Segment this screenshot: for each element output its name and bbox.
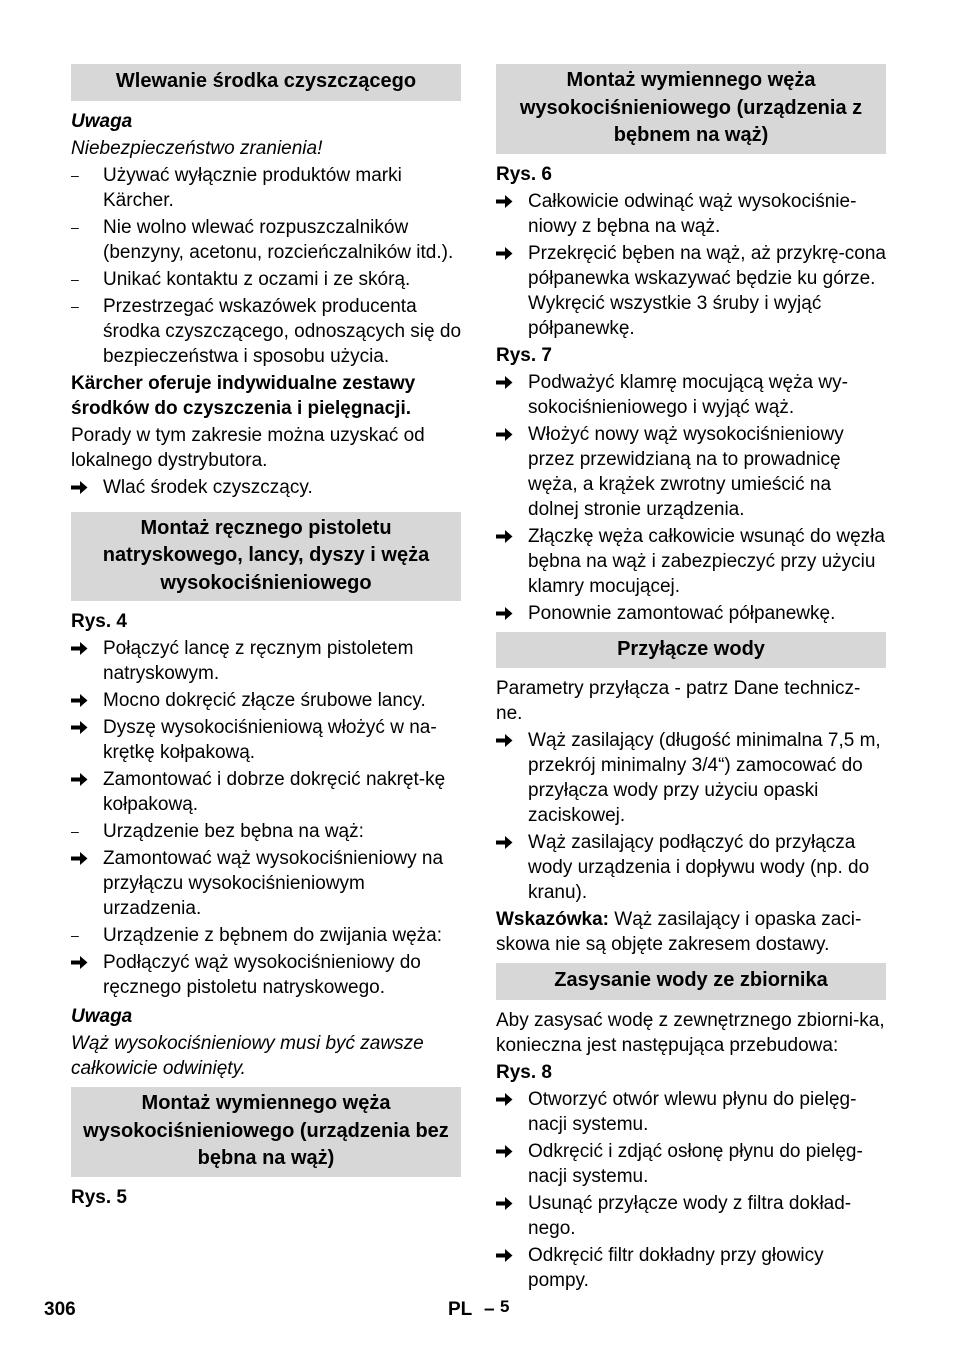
arrow-item: Włożyć nowy wąż wysokociśnieniowy przez przewidzianą na to prowadnicę węża, a krążek zwrotny umieścić na dolnej stronie urządzenia.	[496, 422, 886, 522]
right-column	[496, 64, 886, 1295]
arrow-item: Odkręcić i zdjąć osłonę płynu do pielęg-nacji systemu.	[496, 1139, 886, 1189]
paragraph: Aby zasysać wodę z zewnętrznego zbiorni-ka, konieczna jest następująca przebudowa:	[496, 1009, 885, 1056]
arrow-item: Usunąć przyłącze wody z filtra dokład-nego.	[496, 1191, 886, 1241]
danger-text: Niebezpieczeństwo zranienia!	[71, 137, 323, 159]
hint-text: Wąż zasilający i opaska zaci-skowa nie są objęte zakresem dostawy.	[496, 909, 862, 955]
arrow-item: Podłączyć wąż wysokociśnieniowy do ręcznego pistoletu natryskowego.	[71, 950, 461, 1000]
dash-bullet-icon: –	[71, 166, 79, 183]
section-heading-gun-assembly: Montaż ręcznego pistoletu natryskowego, lancy, dyszy i węża wysokociśnieniowego	[71, 512, 461, 602]
hint-label: Wskazówka:	[496, 909, 609, 930]
dash-item: – Urządzenie bez bębna na wąż:	[71, 821, 364, 842]
arrow-item: Odkręcić filtr dokładny przy głowicy pompy.	[496, 1243, 886, 1293]
figure-ref: Rys. 5	[71, 1186, 127, 1208]
section-heading-cleaning-agent: Wlewanie środka czyszczącego	[71, 64, 461, 101]
section-heading-tank-suction: Zasysanie wody ze zbiornika	[496, 963, 886, 1000]
dash-bullet-icon: –	[71, 218, 79, 235]
arrow-item: Mocno dokręcić złącze śrubowe lancy.	[71, 688, 461, 713]
note-title: Uwaga	[71, 110, 133, 132]
arrow-item: Zamontować wąż wysokociśnieniowy na przyłączu wysokociśnieniowym urzadzenia.	[71, 846, 461, 921]
arrow-item: Połączyć lancę z ręcznym pistoletem natryskowym.	[71, 636, 461, 686]
note-title: Uwaga	[71, 1006, 133, 1027]
bold-paragraph: Kärcher oferuje indywidualne zestawy środków do czyszczenia i pielęgnacji.	[71, 372, 416, 419]
dash-bullet-icon: –	[71, 270, 79, 287]
left-column	[71, 64, 461, 1212]
section-heading-hose-with-drum: Montaż wymiennego węża wysokociśnieniowego (urządzenia z bębnem na wąż)	[496, 64, 886, 154]
paragraph: Porady w tym zakresie można uzyskać od lokalnego dystrybutora.	[71, 424, 425, 471]
arrow-item: Przekręcić bęben na wąż, aż przykrę-cona półpanewka wskazywać będzie ku górze. Wykręcić wszystkie 3 śruby i wyjąć półpanewkę.	[496, 241, 886, 341]
figure-ref: Rys. 8	[496, 1061, 552, 1083]
language-code: PL	[448, 1299, 473, 1320]
arrow-item: Złączkę węża całkowicie wsunąć do węzła bębna na wąż i zabezpieczyć przy użyciu klamry mocującej.	[496, 524, 886, 599]
figure-ref: Rys. 6	[496, 163, 552, 185]
dash-item: – Przestrzegać wskazówek producenta środka czyszczącego, odnoszących się do bezpieczeństwa i sposobu użycia.	[71, 295, 462, 367]
dash-bullet-icon: –	[71, 823, 79, 839]
arrow-item: Ponownie zamontować półpanewkę.	[496, 601, 886, 626]
arrow-item: Podważyć klamrę mocującą węża wy-sokociśnieniowego i wyjąć wąż.	[496, 370, 886, 420]
arrow-item: Dyszę wysokociśnieniową włożyć w na-krętkę kołpakową.	[71, 715, 461, 765]
figure-ref: Rys. 7	[496, 344, 552, 366]
dash-item: – Używać wyłącznie produktów marki Kärcher.	[71, 164, 402, 211]
arrow-item: Zamontować i dobrze dokręcić nakręt-kę kołpakową.	[71, 767, 461, 817]
footer-dash: –	[484, 1299, 495, 1320]
arrow-item: Wlać środek czyszczący.	[71, 475, 461, 500]
figure-ref: Rys. 4	[71, 611, 127, 632]
section-page-number: 5	[500, 1297, 510, 1316]
arrow-item: Całkowicie odwinąć wąż wysokociśnie-niowy z bębna na wąż.	[496, 189, 886, 239]
paragraph: Parametry przyłącza - patrz Dane technicz-ne.	[496, 678, 861, 724]
section-heading-hose-no-drum: Montaż wymiennego węża wysokociśnieniowego (urządzenia bez bębna na wąż)	[71, 1087, 461, 1177]
dash-bullet-icon: –	[71, 927, 79, 943]
dash-bullet-icon: –	[71, 297, 79, 314]
dash-item: – Unikać kontaktu z oczami i ze skórą.	[71, 268, 411, 290]
dash-item: – Nie wolno wlewać rozpuszczalników (benzyny, acetonu, rozcieńczalników itd.).	[71, 216, 454, 263]
note-text: Wąż wysokociśnieniowy musi być zawsze całkowicie odwinięty.	[71, 1033, 424, 1079]
section-heading-water-connection: Przyłącze wody	[496, 632, 886, 669]
arrow-item: Wąż zasilający podłączyć do przyłącza wody urządzenia i dopływu wody (np. do kranu).	[496, 830, 886, 905]
arrow-item: Wąż zasilający (długość minimalna 7,5 m, przekrój minimalny 3/4“) zamocować do przyłącza wody przy użyciu opaski zaciskowej.	[496, 728, 886, 828]
arrow-item: Otworzyć otwór wlewu płynu do pielęg-nacji systemu.	[496, 1087, 886, 1137]
dash-item: – Urządzenie z bębnem do zwijania węża:	[71, 925, 443, 946]
page-number: 306	[44, 1299, 76, 1320]
hint-paragraph	[496, 907, 886, 957]
